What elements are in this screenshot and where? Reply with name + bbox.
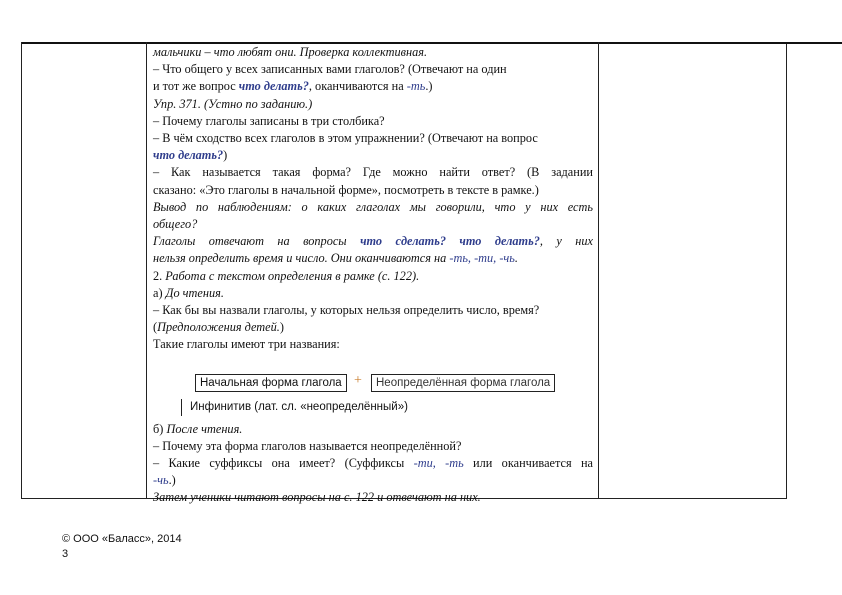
text-line: сказано: «Это глаголы в начальной форме», посмотреть в тексте в рамке.) (153, 182, 539, 197)
lesson-content (153, 44, 593, 507)
text-line: мальчики – что любят они. Проверка коллективная. (153, 45, 428, 59)
infinitive-label: Инфинитив (лат. сл. «неопределённый») (181, 399, 408, 416)
text-line (153, 455, 593, 472)
column-divider-1 (146, 42, 147, 498)
text-span: Глаголы отвечают на вопросы (153, 234, 361, 249)
plus-icon: + (354, 372, 362, 388)
verb-forms-diagram (153, 354, 593, 421)
text-line (153, 147, 593, 164)
text-span: б) (153, 421, 167, 436)
text-span: После чтения. (166, 421, 243, 436)
highlight-question: что делать? (153, 148, 224, 163)
text-line: – Что общего у всех записанных вами глаголов? (Отвечают на один (153, 62, 507, 77)
subsection-heading (153, 285, 593, 302)
text-span: ( (153, 320, 158, 335)
text-span: , у них (539, 234, 593, 249)
highlight-suffix: -ть (406, 79, 426, 94)
highlight-suffix: -чь (153, 473, 169, 488)
highlight-question: что сделать? что делать? (360, 234, 540, 249)
text-line (153, 319, 593, 336)
text-span: .) (168, 473, 176, 488)
text-line: Затем ученики читают вопросы на с. 122 и отвечают на них. (153, 490, 481, 505)
text-span: . (514, 251, 518, 266)
text-span: а) (153, 285, 166, 300)
text-span: .) (425, 79, 433, 94)
text-line (153, 250, 593, 267)
form-box-initial: Начальная форма глагола (195, 374, 347, 392)
text-span: или оканчивается на (463, 456, 593, 471)
right-margin-rule (785, 42, 842, 44)
conclusion-line: Вывод по наблюдениям: о каких глаголах мы говорили, что у них есть (153, 199, 593, 214)
text-span: ) (279, 320, 284, 335)
text-line: – Почему глаголы записаны в три столбика? (153, 113, 385, 128)
highlight-suffix: -ть, -ти, -чь (449, 251, 515, 266)
text-line: – В чём сходство всех глаголов в этом упражнении? (Отвечают на вопрос (153, 131, 538, 146)
form-box-indefinite: Неопределённая форма глагола (371, 374, 555, 392)
conclusion-line: общего? (153, 217, 198, 232)
text-line (153, 233, 593, 250)
highlight-question: что делать? (238, 79, 309, 94)
text-span: 2. (153, 268, 166, 283)
page-number: 3 (62, 548, 69, 560)
exercise-heading: Упр. 371. (Устно по заданию.) (153, 96, 313, 111)
text-span: и тот же вопрос (153, 79, 239, 94)
copyright-footer: © ООО «Баласс», 2014 (62, 533, 182, 545)
section-heading (153, 268, 593, 285)
column-divider-2 (598, 42, 599, 498)
text-line (153, 78, 593, 95)
text-span: До чтения. (165, 285, 224, 300)
text-line (153, 472, 593, 489)
text-line: – Как бы вы назвали глаголы, у которых нельзя определить число, время? (153, 303, 540, 318)
text-line: Такие глаголы имеют три названия: (153, 337, 340, 352)
text-span: Работа с текстом определения в рамке (с. 122). (165, 268, 420, 283)
text-span: нельзя определить время и число. Они оканчиваются на (153, 251, 450, 266)
subsection-heading (153, 421, 593, 438)
highlight-suffix: -ти, -ть (413, 456, 464, 471)
text-line: – Почему эта форма глаголов называется неопределённой? (153, 438, 462, 453)
text-line: – Как называется такая форма? Где можно найти ответ? (В задании (153, 165, 593, 180)
text-span: ) (223, 148, 228, 163)
text-span: – Какие суффиксы она имеет? (Суффиксы (153, 456, 414, 471)
text-span: , оканчиваются на (308, 79, 407, 94)
text-span: Предположения детей. (157, 320, 280, 335)
